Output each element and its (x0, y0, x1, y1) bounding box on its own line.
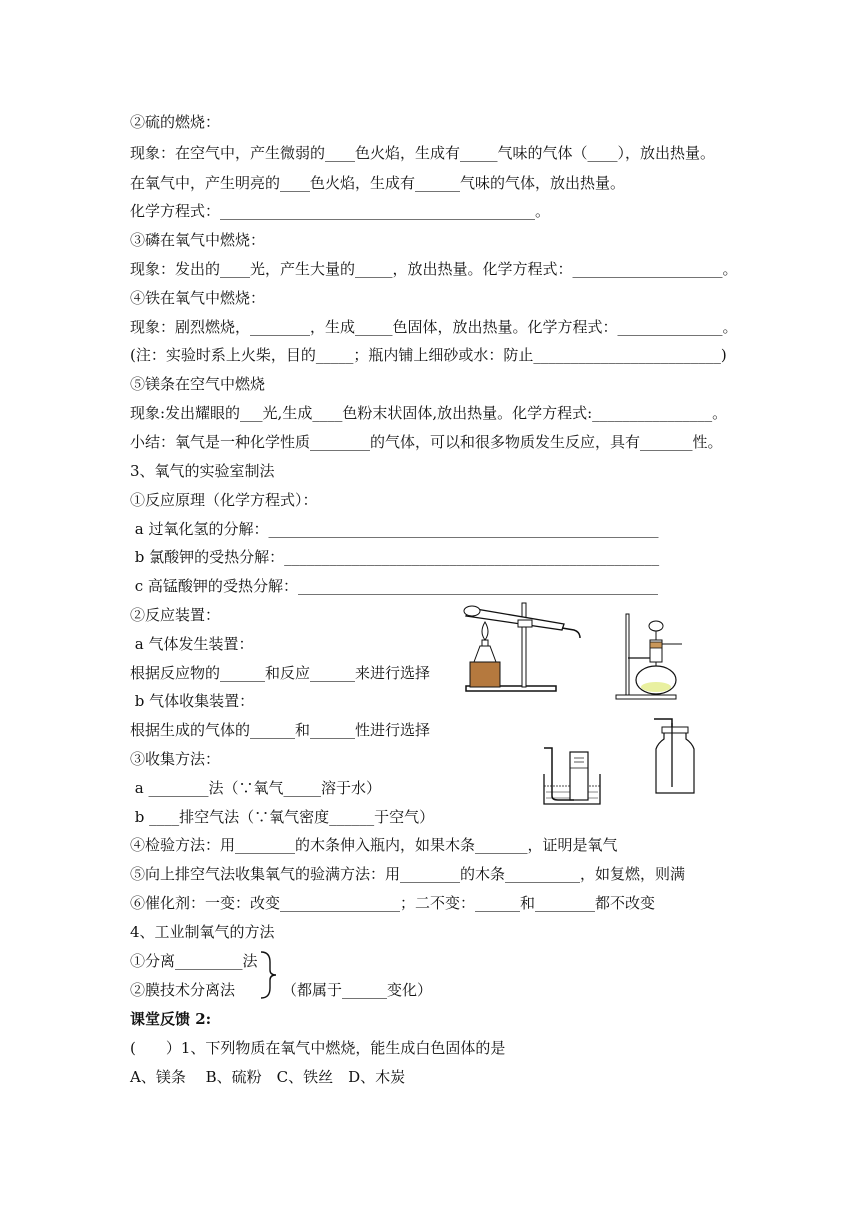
line-question-1: ( ）1、下列物质在氧气中燃烧，能生成白色固体的是 (130, 1039, 506, 1057)
gas-bottle-figure (650, 713, 700, 797)
line-phosphorus-phenomenon: 现象：发出的____光，产生大量的_____，放出热量。化学方程式：____________________。 (130, 260, 738, 278)
line-sulfur-equation: 化学方程式：__________________________________________。 (130, 202, 551, 220)
line-collection-methods: ③收集方法： (130, 750, 221, 768)
line-sulfur-heading: ②硫的燃烧： (130, 113, 221, 131)
line-magnesium-heading: ⑤镁条在空气中燃烧 (130, 375, 266, 393)
line-kmno4: c 高锰酸钾的受热分解：________________________________________________ (130, 577, 658, 595)
line-apparatus: ②反应装置： (130, 606, 221, 624)
line-sulfur-air: 现象：在空气中，产生微弱的____色火焰，生成有_____气味的气体（____），放出热量。 (130, 144, 716, 162)
line-section-4: 4、工业制氧气的方法 (130, 923, 275, 941)
line-sulfur-oxygen: 在氧气中，产生明亮的____色火焰，生成有______气味的气体，放出热量。 (130, 174, 626, 192)
water-collection-figure (538, 744, 608, 809)
line-test-method: ④检验方法：用________的木条伸入瓶内，如果木条_______，证明是氧气 (130, 836, 618, 854)
line-summary: 小结：氧气是一种化学性质________的气体，可以和很多物质发生反应，具有_______性。 (130, 433, 723, 451)
line-kclo3: b 氯酸钾的受热分解：__________________________________________________ (130, 548, 660, 566)
line-full-check: ⑤向上排空气法收集氧气的验满方法：用________的木条__________，如复燃，则满 (130, 865, 686, 883)
line-question-1-options: A、镁条 B、硫粉 C、铁丝 D、木炭 (130, 1068, 406, 1086)
line-method-b: b ____排空气法（∵氧气密度______于空气） (130, 808, 435, 826)
line-iron-phenomenon: 现象：剧烈燃烧，________，生成_____色固体，放出热量。化学方程式：______________。 (130, 318, 738, 336)
line-feedback-heading: 课堂反馈 2: (130, 1010, 212, 1028)
line-magnesium-phenomenon: 现象:发出耀眼的___光,生成____色粉末状固体,放出热量。化学方程式:________________。 (130, 404, 728, 422)
brace-note: （都属于______变化） (282, 981, 433, 999)
line-iron-heading: ④铁在氧气中燃烧： (130, 289, 266, 307)
line-catalyst: ⑥催化剂：一变：改变________________；二不变：______和________都不改变 (130, 894, 656, 912)
line-separation: ①分离_________法 (130, 952, 258, 970)
heating-apparatus-figure (462, 600, 582, 695)
line-membrane: ②膜技术分离法 (130, 981, 236, 999)
line-collector: b 气体收集装置： (130, 692, 255, 710)
line-generator: a 气体发生装置： (130, 635, 254, 653)
line-reaction-principle: ①反应原理（化学方程式）： (130, 491, 318, 509)
line-generator-basis: 根据反应物的______和反应______来进行选择 (130, 664, 431, 682)
line-section-3: 3、氧气的实验室制法 (130, 462, 275, 480)
curly-brace (258, 950, 278, 1000)
line-iron-note: (注：实验时系上火柴，目的_____；瓶内铺上细砂或水：防止_________________________) (130, 346, 727, 364)
line-collector-basis: 根据生成的气体的______和______性进行选择 (130, 721, 431, 739)
flask-apparatus-figure (614, 612, 684, 702)
line-method-a: a ________法（∵氧气_____溶于水） (130, 779, 381, 797)
line-phosphorus-heading: ③磷在氧气中燃烧： (130, 231, 266, 249)
line-h2o2: a 过氧化氢的分解：____________________________________________________ (130, 520, 659, 538)
